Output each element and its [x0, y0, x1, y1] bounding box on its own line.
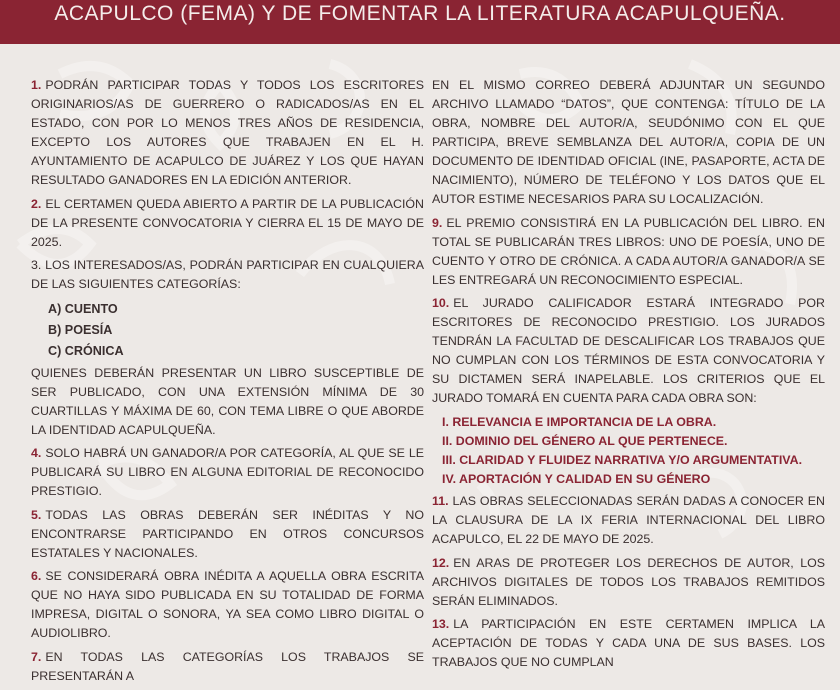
- left-column: [31, 76, 424, 690]
- rule-number: 12.: [432, 555, 450, 570]
- rule-8-detail: EN EL MISMO CORREO DEBERÁ ADJUNTAR UN SEGUNDO ARCHIVO LLAMADO “DATOS”, QUE CONTENGA: TÍTULO DE LA OBRA, NOMBRE DEL AUTOR/A, SEUDÓNIMO CON EL QUE PARTICIPA, BREVE SEMBLANZA DEL AUTOR/A, COPIA DE UN DOCUMENTO DE IDENTIDAD OFICIAL (INE, PASAPORTE, ACTA DE NACIMIENTO), NÚMERO DE TELÉFONO Y LOS DATOS QUE EL AUTOR ESTIME NECESARIOS PARA SU LOCALIZACIÓN.: [432, 78, 825, 206]
- rule-text: EL PREMIO CONSISTIRÁ EN LA PUBLICACIÓN DEL LIBRO. EN TOTAL SE PUBLICARÁN TRES LIBROS: UNO DE POESÍA, UNO DE CUENTO Y OTRO DE CRÓNICA. A CADA AUTOR/A GANADOR/A SE LES ENTREGARÁ UN RECONOCIMIENTO ESPECIAL.: [432, 215, 825, 287]
- rule-number: 9.: [432, 215, 443, 230]
- rule-text: EL JURADO CALIFICADOR ESTARÁ INTEGRADO POR ESCRITORES DE RECONOCIDO PRESTIGIO. LOS JURADOS TENDRÁN LA FACULTAD DE DESCALIFICAR LOS TRABAJOS QUE NO CUMPLAN CON LOS TÉRMINOS DE ESTA CONVOCATORIA Y SU DICTAMEN SERÁ INAPELABLE. LOS CRITERIOS QUE EL JURADO TOMARÁ EN CUENTA PARA CADA OBRA SON:: [432, 296, 825, 405]
- rule-number: 6.: [31, 569, 42, 583]
- rule-1: [31, 76, 424, 190]
- category-item: A) CUENTO: [48, 301, 118, 316]
- rule-text: LAS OBRAS SELECCIONADAS SERÁN DADAS A CONOCER EN LA CLAUSURA DE LA IX FERIA INTERNACIONAL DEL LIBRO ACAPULCO, EL 22 DE MAYO DE 2025.: [432, 494, 825, 546]
- rule-number: 10.: [432, 296, 450, 310]
- rule-6: [31, 567, 424, 643]
- rule-4: [31, 444, 424, 501]
- criteria-list: [442, 413, 825, 489]
- rule-text: EL CERTAMEN QUEDA ABIERTO A PARTIR DE LA PUBLICACIÓN DE LA PRESENTE CONVOCATORIA Y CIERRA EL 15 DE MAYO DE 2025.: [31, 196, 424, 249]
- rule-13: [432, 615, 825, 672]
- rule-number: 5.: [31, 507, 42, 522]
- category-item: B) POESÍA: [48, 322, 113, 337]
- rule-2: [31, 195, 424, 252]
- rule-10: [432, 294, 825, 408]
- rule-text: EN TODAS LAS CATEGORÍAS LOS TRABAJOS SE PRESENTARÁN A: [31, 649, 424, 683]
- rule-text: EN ARAS DE PROTEGER LOS DERECHOS DE AUTOR, LOS ARCHIVOS DIGITALES DE TODOS LOS TRABAJOS REMITIDOS SERÁN ELIMINADOS.: [432, 555, 825, 608]
- category-item: C) CRÓNICA: [48, 343, 124, 358]
- rule-3-detail: QUIENES DEBERÁN PRESENTAR UN LIBRO SUSCEPTIBLE DE SER PUBLICADO, CON UNA EXTENSIÓN MÍNIMA DE 30 CUARTILLAS Y MÁXIMA DE 60, CON TEMA LIBRE O QUE ABORDE LA IDENTIDAD ACAPULQUEÑA.: [31, 365, 424, 437]
- rule-5: [31, 506, 424, 563]
- rule-text: LA PARTICIPACIÓN EN ESTE CERTAMEN IMPLICA LA ACEPTACIÓN DE TODAS Y CADA UNA DE SUS BASES. LOS TRABAJOS QUE NO CUMPLAN: [432, 617, 825, 669]
- rule-number: 7.: [31, 649, 42, 664]
- rule-number: 1.: [31, 78, 42, 92]
- criteria-item: I. RELEVANCIA E IMPORTANCIA DE LA OBRA.: [442, 415, 717, 429]
- right-column: [432, 76, 825, 677]
- rule-11: [432, 492, 825, 549]
- page-title: ACAPULCO (FEMA) Y DE FOMENTAR LA LITERATURA ACAPULQUEÑA.: [54, 2, 786, 25]
- header-banner: [0, 0, 840, 44]
- criteria-item: IV. APORTACIÓN Y CALIDAD EN SU GÉNERO: [442, 472, 711, 486]
- rule-text: PODRÁN PARTICIPAR TODAS Y TODOS LOS ESCRITORES ORIGINARIOS/AS DE GUERRERO O RADICADOS/AS EN EL ESTADO, CON POR LO MENOS TRES AÑOS DE RESIDENCIA, EXCEPTO LOS AUTORES QUE TRABAJEN EN EL H. AYUNTAMIENTO DE ACAPULCO DE JUÁREZ Y LOS QUE HAYAN RESULTADO GANADORES EN LA EDICIÓN ANTERIOR.: [31, 78, 424, 187]
- rule-3: 3. LOS INTERESADOS/AS, PODRÁN PARTICIPAR EN CUALQUIERA DE LAS SIGUIENTES CATEGORÍAS:: [31, 258, 424, 291]
- category-list: [48, 299, 424, 362]
- rule-text: TODAS LAS OBRAS DEBERÁN SER INÉDITAS Y NO ENCONTRARSE PARTICIPANDO EN OTROS CONCURSOS ESTATALES Y NACIONALES.: [31, 507, 424, 560]
- rule-12: [432, 554, 825, 611]
- rule-text: SE CONSIDERARÁ OBRA INÉDITA A AQUELLA OBRA ESCRITA QUE NO HAYA SIDO PUBLICADA EN SU TOTALIDAD DE FORMA IMPRESA, DIGITAL O SONORA, YA SEA COMO LIBRO DIGITAL O AUDIOLIBRO.: [31, 569, 424, 640]
- rule-number: 2.: [31, 196, 42, 211]
- criteria-item: III. CLARIDAD Y FLUIDEZ NARRATIVA Y/O ARGUMENTATIVA.: [442, 453, 803, 467]
- rule-9: [432, 214, 825, 290]
- rule-text: SOLO HABRÁ UN GANADOR/A POR CATEGORÍA, AL QUE SE LE PUBLICARÁ SU LIBRO EN ALGUNA EDITORIAL DE RECONOCIDO PRESTIGIO.: [31, 446, 424, 498]
- criteria-item: II. DOMINIO DEL GÉNERO AL QUE PERTENECE.: [442, 434, 728, 448]
- rule-number: 4.: [31, 446, 42, 460]
- rule-7: [31, 648, 424, 686]
- rule-number: 11.: [432, 494, 449, 508]
- rule-number: 13.: [432, 617, 450, 631]
